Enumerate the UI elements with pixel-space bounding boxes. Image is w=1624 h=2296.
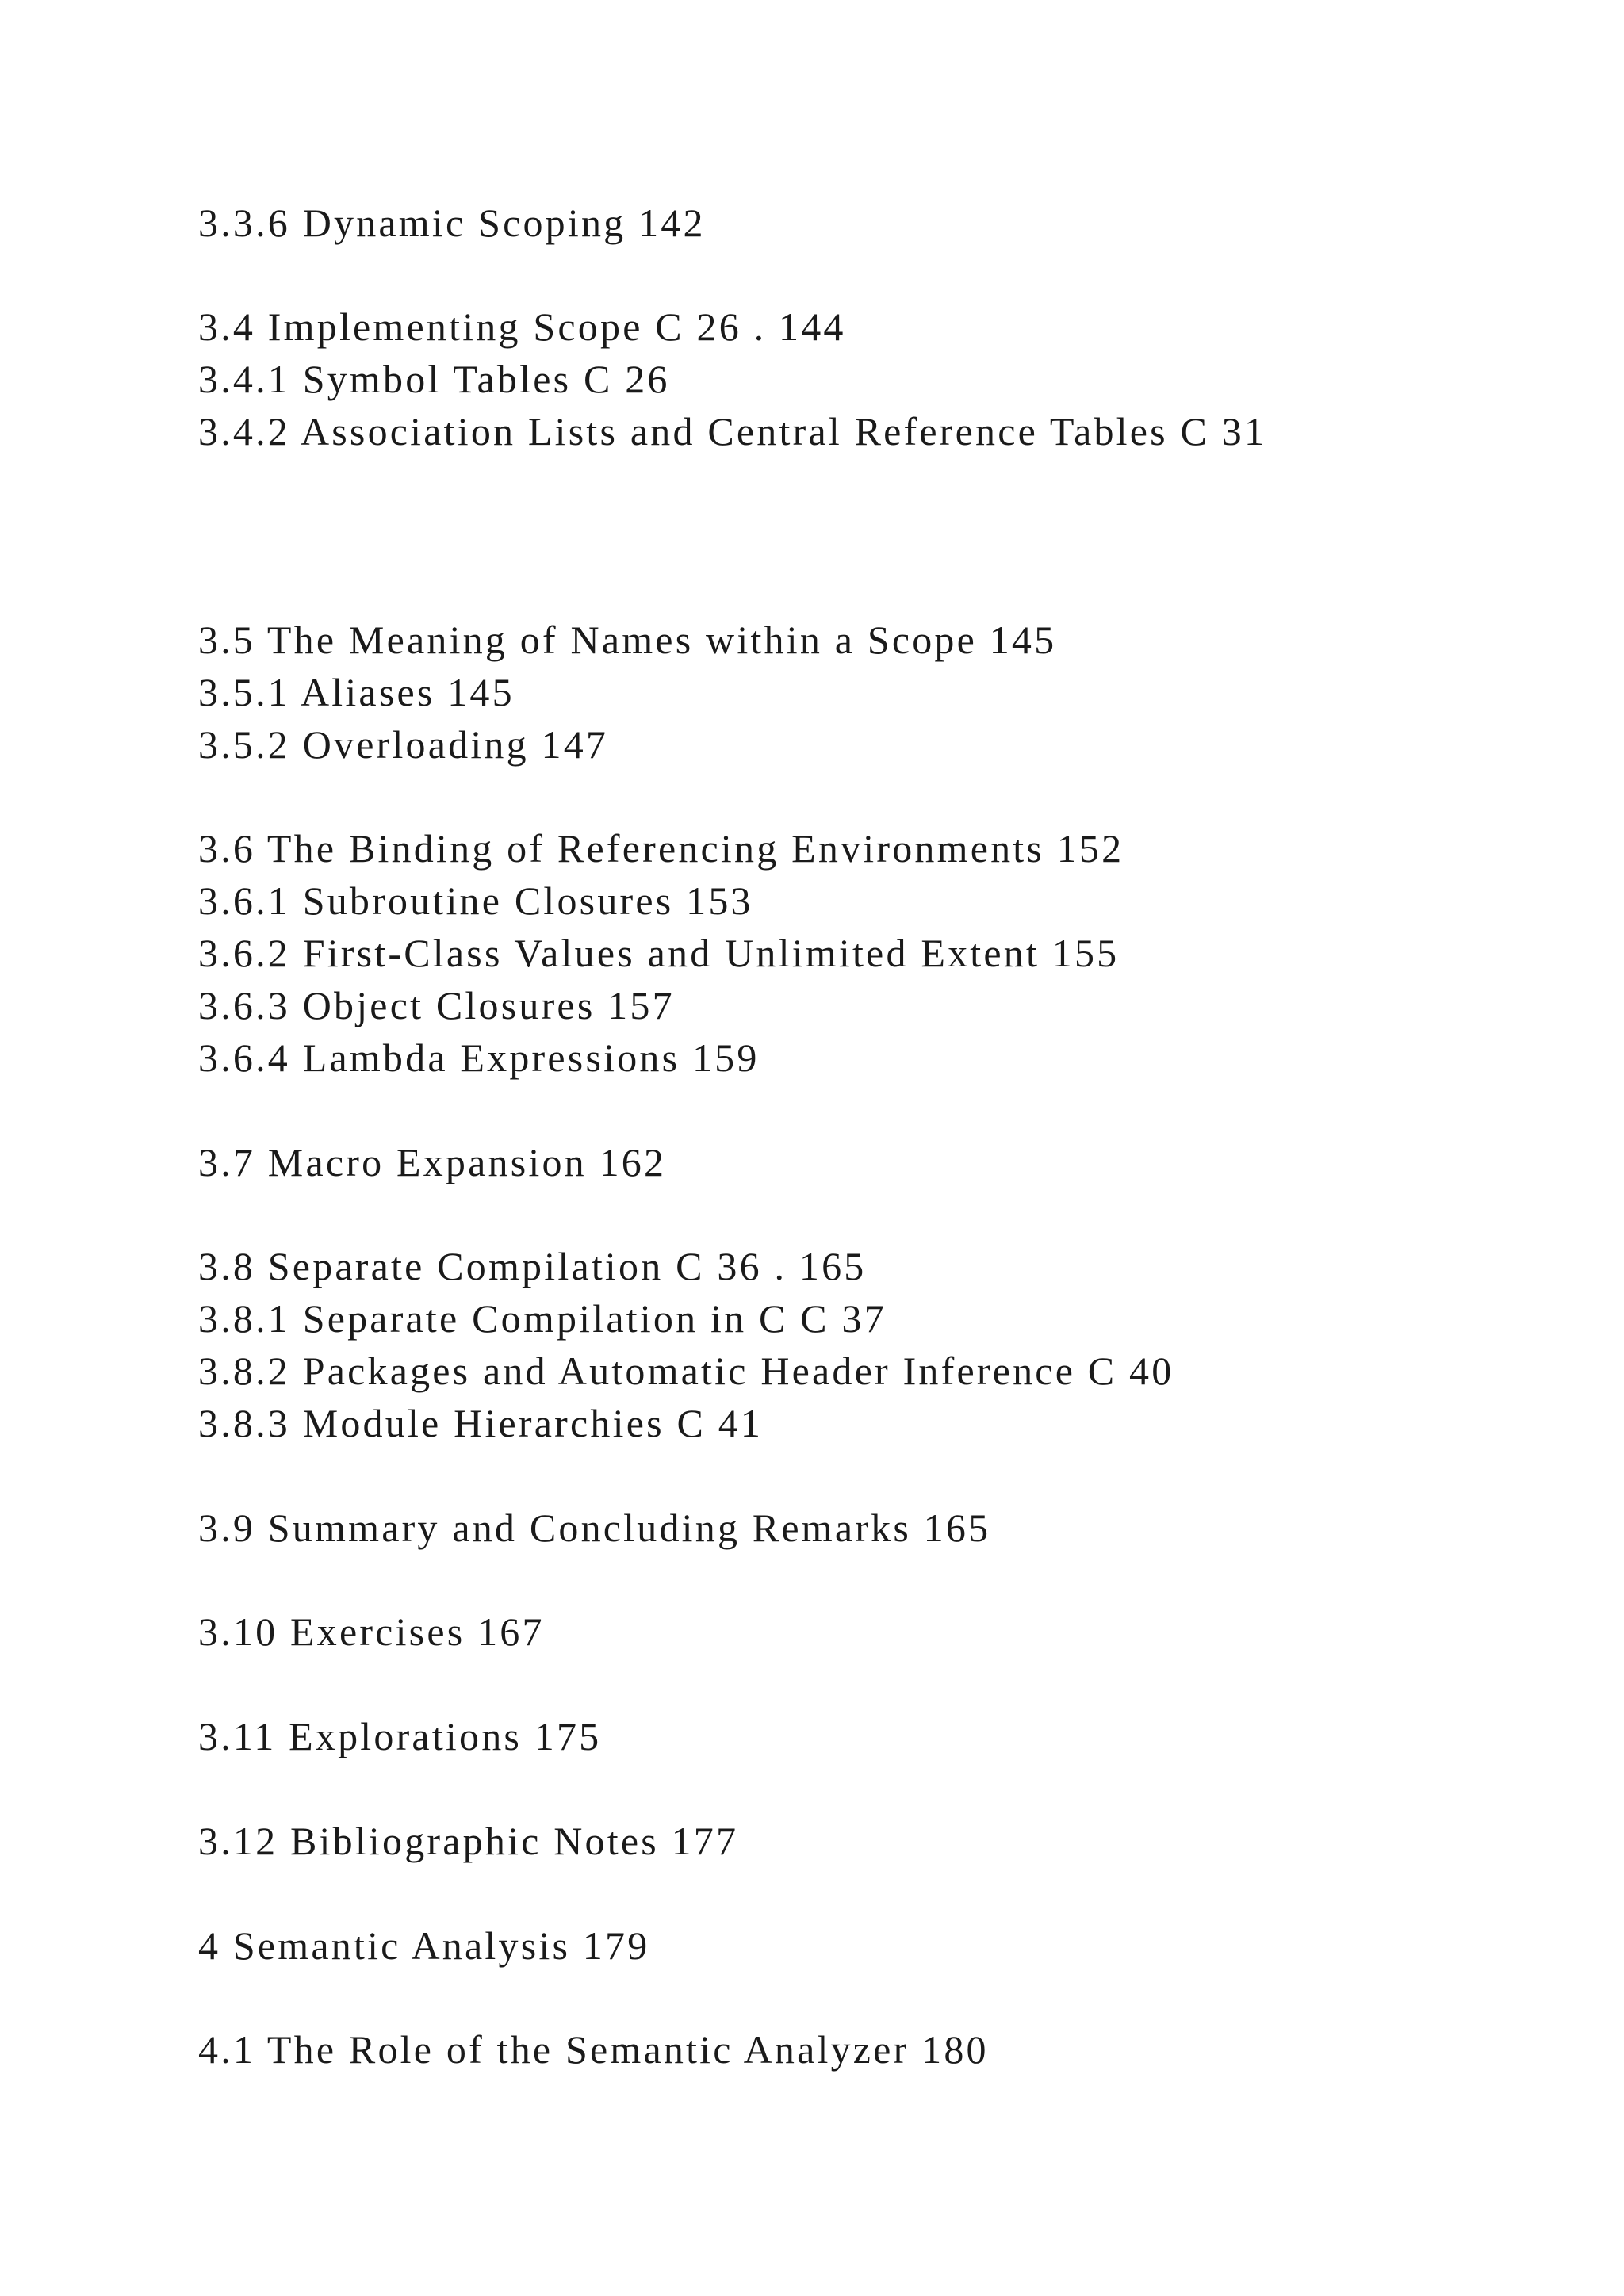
toc-entry-3-5-1: 3.5.1 Aliases 145: [198, 670, 515, 714]
toc-entry-3-5: 3.5 The Meaning of Names within a Scope 145: [198, 618, 1057, 662]
toc-entry-3-10: 3.10 Exercises 167: [198, 1609, 545, 1654]
toc-entry-3-4: 3.4 Implementing Scope C 26 . 144: [198, 304, 846, 349]
toc-entry-3-4-2: 3.4.2 Association Lists and Central Reference Tables C 31: [198, 409, 1267, 453]
toc-entry-3-6: 3.6 The Binding of Referencing Environments 152: [198, 826, 1124, 871]
toc-entry-3-6-3: 3.6.3 Object Closures 157: [198, 983, 675, 1027]
toc-entry-3-4-1: 3.4.1 Symbol Tables C 26: [198, 357, 670, 401]
toc-entry-3-6-4: 3.6.4 Lambda Expressions 159: [198, 1035, 760, 1080]
toc-entry-3-5-2: 3.5.2 Overloading 147: [198, 722, 609, 767]
toc-entry-3-8-2: 3.8.2 Packages and Automatic Header Inference C 40: [198, 1349, 1174, 1393]
toc-entry-3-8-3: 3.8.3 Module Hierarchies C 41: [198, 1401, 764, 1445]
toc-entry-3-6-2: 3.6.2 First-Class Values and Unlimited Extent 155: [198, 931, 1120, 975]
toc-entry-3-6-1: 3.6.1 Subroutine Closures 153: [198, 878, 753, 923]
toc-entry-4-1: 4.1 The Role of the Semantic Analyzer 180: [198, 2027, 989, 2072]
toc-entry-4: 4 Semantic Analysis 179: [198, 1923, 650, 1968]
toc-entry-3-8: 3.8 Separate Compilation C 36 . 165: [198, 1244, 867, 1288]
toc-entry-3-11: 3.11 Explorations 175: [198, 1714, 602, 1758]
toc-entry-3-3-6: 3.3.6 Dynamic Scoping 142: [198, 201, 706, 245]
toc-entry-3-8-1: 3.8.1 Separate Compilation in C C 37: [198, 1296, 887, 1341]
toc-entry-3-9: 3.9 Summary and Concluding Remarks 165: [198, 1506, 991, 1550]
toc-entry-3-12: 3.12 Bibliographic Notes 177: [198, 1819, 739, 1863]
toc-entry-3-7: 3.7 Macro Expansion 162: [198, 1140, 667, 1184]
